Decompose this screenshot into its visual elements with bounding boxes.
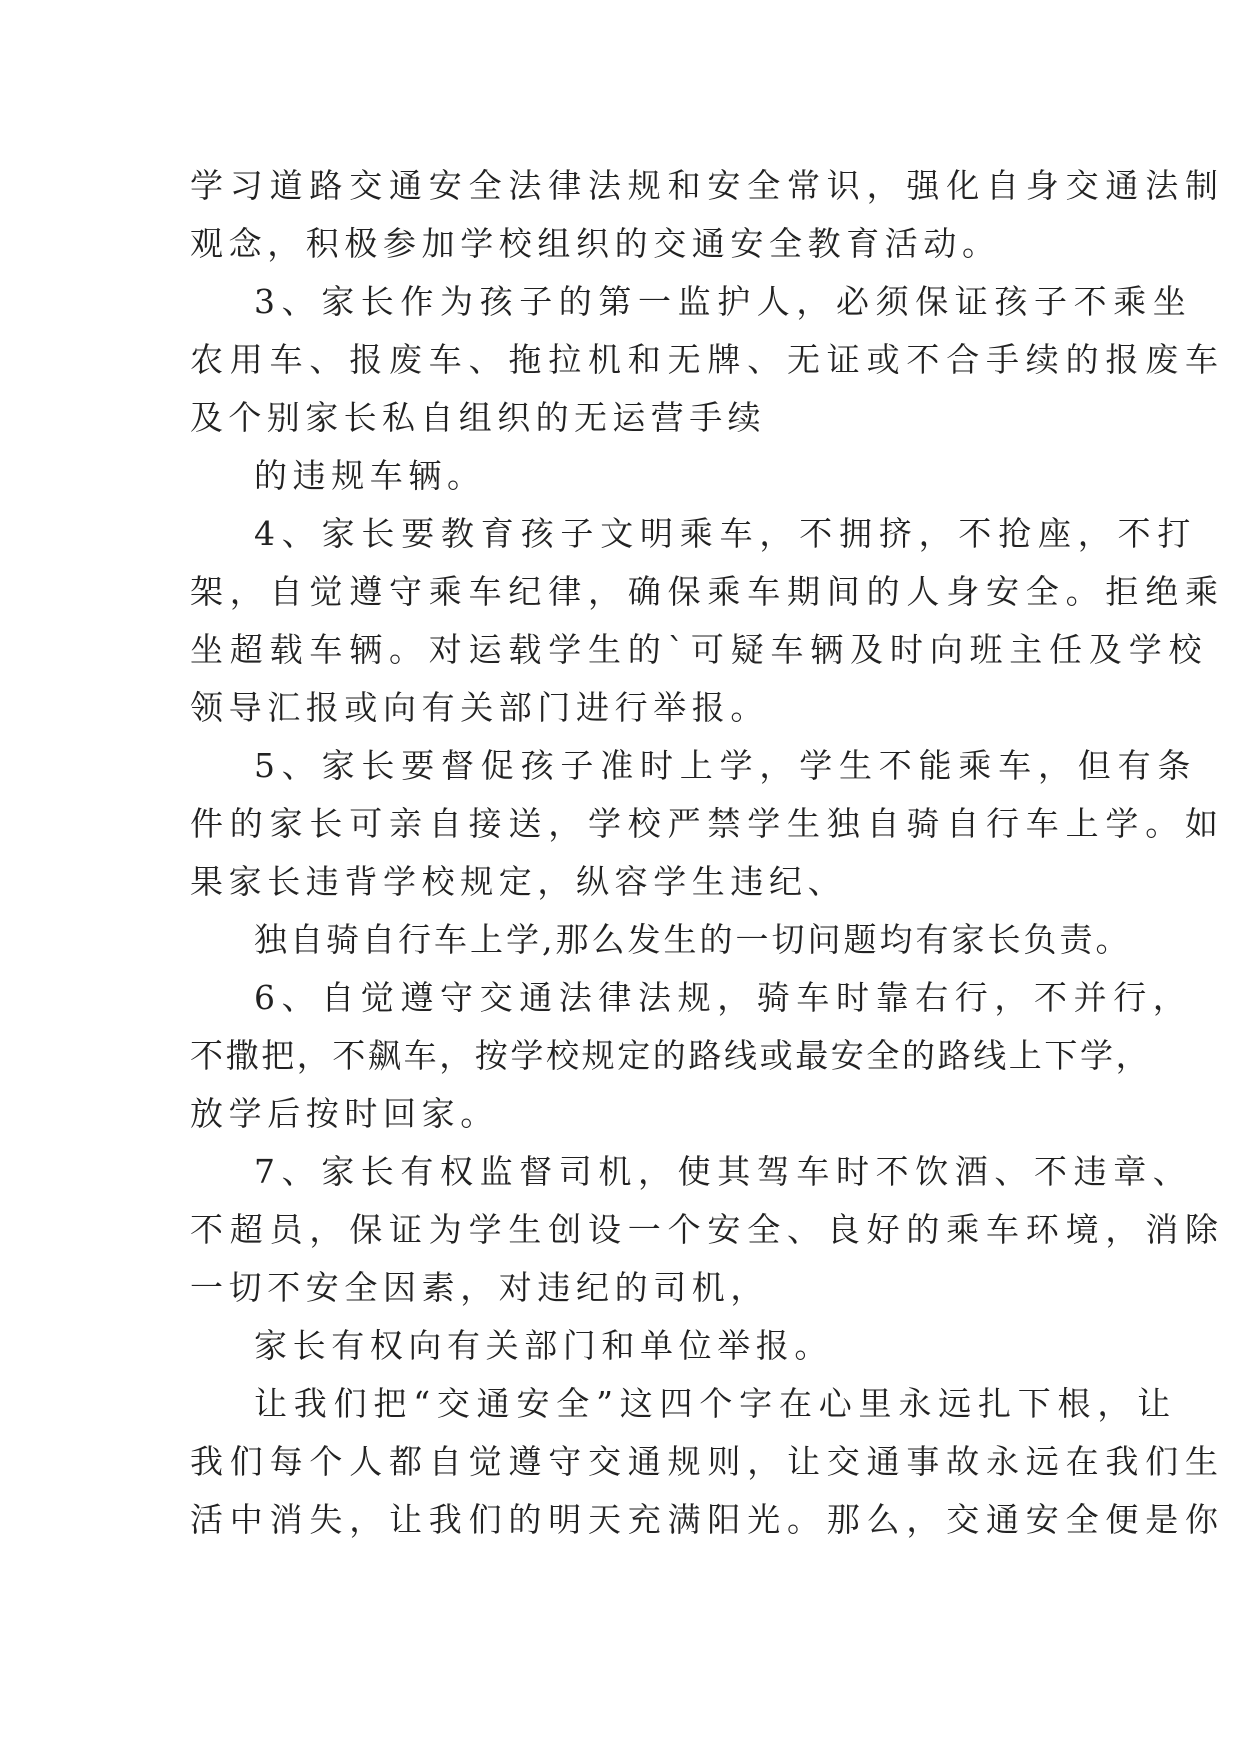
body-text-line: 农用车、报废车、拖拉机和无牌、无证或不合手续的报废车 <box>190 340 1225 379</box>
body-text-line: 不超员，保证为学生创设一个安全、良好的乘车环境，消除 <box>190 1210 1225 1249</box>
body-text-line: 独自骑自行车上学,那么发生的一切问题均有家长负责。 <box>254 920 1132 959</box>
body-text-line: 我们每个人都自觉遵守交通规则，让交通事故永远在我们生 <box>190 1442 1225 1481</box>
paragraph-5-start: 5、家长要督促孩子准时上学，学生不能乘车，但有条 <box>254 746 1198 785</box>
body-text-line: 学习道路交通安全法律法规和安全常识，强化自身交通法制 <box>190 166 1225 205</box>
paragraph-3-start: 3、家长作为孩子的第一监护人，必须保证孩子不乘坐 <box>254 282 1193 321</box>
paragraph-7-start: 7、家长有权监督司机，使其驾车时不饮酒、不违章、 <box>254 1152 1193 1191</box>
body-text-line: 活中消失，让我们的明天充满阳光。那么，交通安全便是你 <box>190 1500 1225 1539</box>
paragraph-4-start: 4、家长要教育孩子文明乘车，不拥挤，不抢座，不打 <box>254 514 1198 553</box>
body-text-line: 领导汇报或向有关部门进行举报。 <box>190 688 769 727</box>
body-text-line: 一切不安全因素，对违纪的司机， <box>190 1268 769 1307</box>
body-text-line: 不撒把，不飙车，按学校规定的路线或最安全的路线上下学， <box>190 1036 1152 1075</box>
body-text-line: 家长有权向有关部门和单位举报。 <box>254 1326 833 1365</box>
body-text-line: 架，自觉遵守乘车纪律，确保乘车期间的人身安全。拒绝乘 <box>190 572 1225 611</box>
closing-paragraph-start: 让我们把“交通安全”这四个字在心里永远扎下根，让 <box>254 1384 1177 1423</box>
body-text-line: 的违规车辆。 <box>254 456 486 495</box>
body-text-line: 坐超载车辆。对运载学生的`可疑车辆及时向班主任及学校 <box>190 630 1209 669</box>
body-text-line: 放学后按时回家。 <box>190 1094 499 1133</box>
paragraph-6-start: 6、自觉遵守交通法律法规，骑车时靠右行，不并行， <box>254 978 1193 1017</box>
body-text-line: 件的家长可亲自接送，学校严禁学生独自骑自行车上学。如 <box>190 804 1225 843</box>
body-text-line: 及个别家长私自组织的无运营手续 <box>190 398 766 437</box>
body-text-line: 观念，积极参加学校组织的交通安全教育活动。 <box>190 224 1001 263</box>
body-text-line: 果家长违背学校规定，纵容学生违纪、 <box>190 862 847 901</box>
